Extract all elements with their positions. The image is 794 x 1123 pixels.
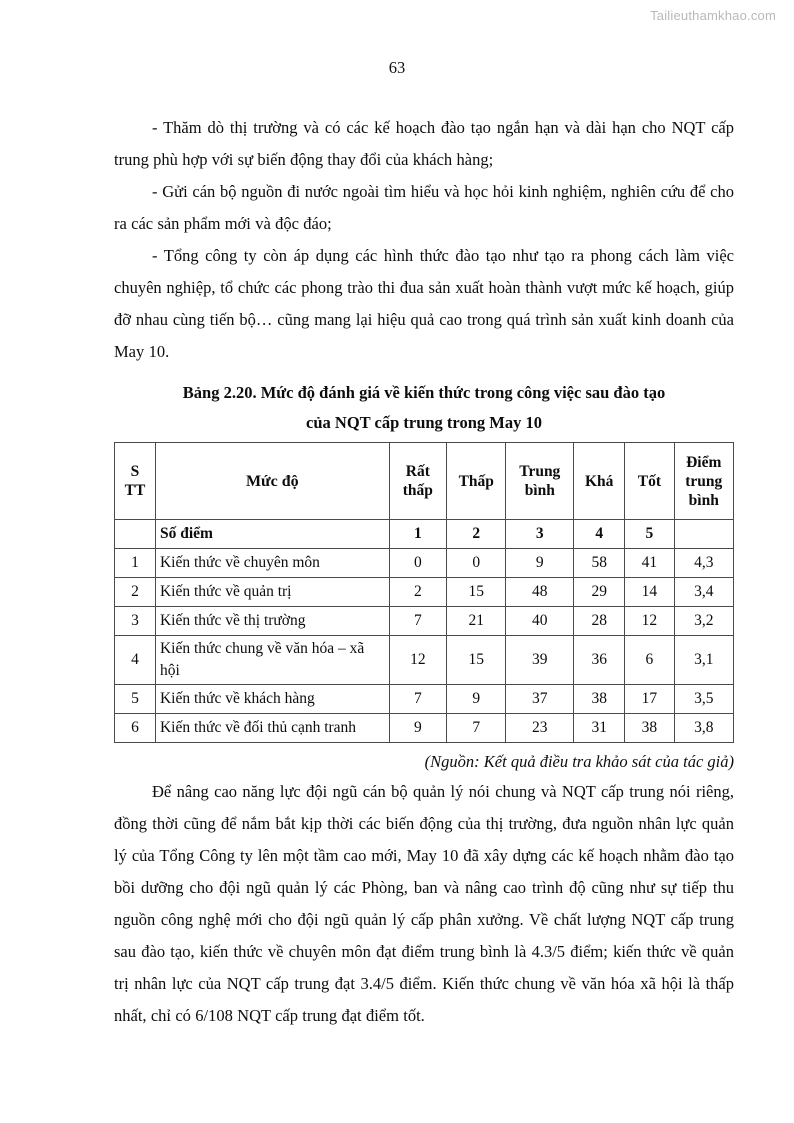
table-caption-line-2: của NQT cấp trung trong May 10 xyxy=(306,413,542,432)
diem-tb-line-3: bình xyxy=(688,491,719,509)
cell-trung-binh: 40 xyxy=(506,607,574,636)
cell-scale-4: 4 xyxy=(574,520,625,549)
cell-tot: 38 xyxy=(625,714,674,743)
table-caption-line-1: Bảng 2.20. Mức độ đánh giá về kiến thức trong công việc sau đào tạo xyxy=(182,383,666,402)
cell-name: Kiến thức về chuyên môn xyxy=(155,549,389,578)
cell-name: Kiến thức về đối thủ cạnh tranh xyxy=(155,714,389,743)
cell-so-diem-label: Số điểm xyxy=(155,520,389,549)
column-header-tot: Tốt xyxy=(625,443,674,520)
table-row-score-scale xyxy=(115,520,734,549)
cell-scale-1: 1 xyxy=(389,520,446,549)
cell-rat-thap: 2 xyxy=(389,578,446,607)
cell-diem-trung-binh: 3,2 xyxy=(674,607,733,636)
cell-rat-thap: 12 xyxy=(389,636,446,685)
table-caption xyxy=(114,378,734,438)
cell-thap: 9 xyxy=(447,685,506,714)
cell-stt: 6 xyxy=(115,714,156,743)
cell-rat-thap: 7 xyxy=(389,607,446,636)
cell-rat-thap: 7 xyxy=(389,685,446,714)
diem-tb-line-2: trung xyxy=(685,472,723,490)
cell-tot: 6 xyxy=(625,636,674,685)
column-header-stt xyxy=(115,443,156,520)
cell-trung-binh: 37 xyxy=(506,685,574,714)
cell-diem-trung-binh: 3,4 xyxy=(674,578,733,607)
watermark: Tailieuthamkhao.com xyxy=(650,8,776,23)
knowledge-evaluation-table xyxy=(114,442,734,743)
cell-kha: 28 xyxy=(574,607,625,636)
cell-thap: 15 xyxy=(447,636,506,685)
trung-binh-line-2: bình xyxy=(524,482,555,499)
cell-stt: 4 xyxy=(115,636,156,685)
cell-name: Kiến thức về quản trị xyxy=(155,578,389,607)
cell-stt xyxy=(115,520,156,549)
cell-trung-binh: 39 xyxy=(506,636,574,685)
cell-thap: 0 xyxy=(447,549,506,578)
paragraph-1: - Thăm dò thị trường và có các kế hoạch đào tạo ngắn hạn và dài hạn cho NQT cấp trung phù hợp với sự biến động thay đổi của khách hàng; xyxy=(114,118,734,169)
paragraph-2: - Gửi cán bộ nguồn đi nước ngoài tìm hiểu và học hỏi kinh nghiệm, nghiên cứu để cho ra các sản phẩm mới và độc đáo; xyxy=(114,182,734,233)
cell-thap: 15 xyxy=(447,578,506,607)
cell-diem-trung-binh: 3,5 xyxy=(674,685,733,714)
column-header-diem-trung-binh xyxy=(674,443,733,520)
cell-tot: 17 xyxy=(625,685,674,714)
cell-stt: 2 xyxy=(115,578,156,607)
cell-scale-3: 3 xyxy=(506,520,574,549)
cell-kha: 29 xyxy=(574,578,625,607)
page-content xyxy=(114,112,734,1032)
table-row xyxy=(115,685,734,714)
column-header-rat-thap xyxy=(389,443,446,520)
column-header-muc-do: Mức độ xyxy=(155,443,389,520)
cell-scale-5: 5 xyxy=(625,520,674,549)
diem-tb-line-1: Điểm xyxy=(686,453,722,471)
cell-trung-binh: 23 xyxy=(506,714,574,743)
trung-binh-line-1: Trung xyxy=(519,463,561,480)
cell-kha: 38 xyxy=(574,685,625,714)
cell-tot: 12 xyxy=(625,607,674,636)
cell-name: Kiến thức chung về văn hóa – xã hội xyxy=(155,636,389,685)
cell-kha: 36 xyxy=(574,636,625,685)
cell-diem-trung-binh: 4,3 xyxy=(674,549,733,578)
cell-trung-binh: 9 xyxy=(506,549,574,578)
table-body xyxy=(115,520,734,743)
table-header-row xyxy=(115,443,734,520)
cell-trung-binh: 48 xyxy=(506,578,574,607)
stt-line-2: TT xyxy=(124,482,146,499)
table-row xyxy=(115,607,734,636)
stt-line-1: S xyxy=(130,463,140,480)
table-row xyxy=(115,636,734,685)
paragraph-4: Để nâng cao năng lực đội ngũ cán bộ quản lý nói chung và NQT cấp trung nói riêng, đồng thời cũng để nắm bắt kịp thời các biến động của thị trường, đưa nguồn nhân lực quản lý của Tổng Công ty lên một tầm cao mới, May 10 đã xây dựng các kế hoạch nhằm đào tạo bồi dưỡng cho đội ngũ quản lý các Phòng, ban và nâng cao trình độ cũng như sự tiếp thu nguồn công nghệ mới cho đội ngũ quản lý cấp phân xưởng. Về chất lượng NQT cấp trung sau đào tạo, kiến thức về chuyên môn đạt điểm trung bình là 4.3/5 điểm; kiến thức về quản trị nhân lực của NQT cấp trung đạt 3.4/5 điểm. Kiến thức chung về văn hóa xã hội là thấp nhất, chỉ có 6/108 NQT cấp trung đạt điểm tốt. xyxy=(114,782,734,1025)
table-row xyxy=(115,578,734,607)
rat-thap-line-2: thấp xyxy=(402,482,433,499)
cell-thap: 21 xyxy=(447,607,506,636)
page-number: 63 xyxy=(388,58,406,77)
cell-kha: 58 xyxy=(574,549,625,578)
cell-rat-thap: 0 xyxy=(389,549,446,578)
cell-thap: 7 xyxy=(447,714,506,743)
table-row xyxy=(115,549,734,578)
column-header-thap: Thấp xyxy=(447,443,506,520)
cell-scale-avg xyxy=(674,520,733,549)
rat-thap-line-1: Rất xyxy=(405,463,430,480)
cell-tot: 41 xyxy=(625,549,674,578)
cell-rat-thap: 9 xyxy=(389,714,446,743)
cell-stt: 5 xyxy=(115,685,156,714)
cell-kha: 31 xyxy=(574,714,625,743)
column-header-kha: Khá xyxy=(574,443,625,520)
cell-diem-trung-binh: 3,8 xyxy=(674,714,733,743)
cell-diem-trung-binh: 3,1 xyxy=(674,636,733,685)
column-header-trung-binh xyxy=(506,443,574,520)
cell-name: Kiến thức về thị trường xyxy=(155,607,389,636)
cell-name: Kiến thức về khách hàng xyxy=(155,685,389,714)
cell-stt: 1 xyxy=(115,549,156,578)
cell-stt: 3 xyxy=(115,607,156,636)
paragraph-3: - Tổng công ty còn áp dụng các hình thức đào tạo như tạo ra phong cách làm việc chuyên nghiệp, tổ chức các phong trào thi đua sản xuất hoàn thành vượt mức kế hoạch, giúp đỡ nhau cùng tiến bộ… cũng mang lại hiệu quả cao trong quá trình sản xuất kinh doanh của May 10. xyxy=(114,246,734,361)
cell-scale-2: 2 xyxy=(447,520,506,549)
table-source-note: (Nguồn: Kết quả điều tra khảo sát của tác giả) xyxy=(424,752,734,771)
table-row xyxy=(115,714,734,743)
cell-tot: 14 xyxy=(625,578,674,607)
